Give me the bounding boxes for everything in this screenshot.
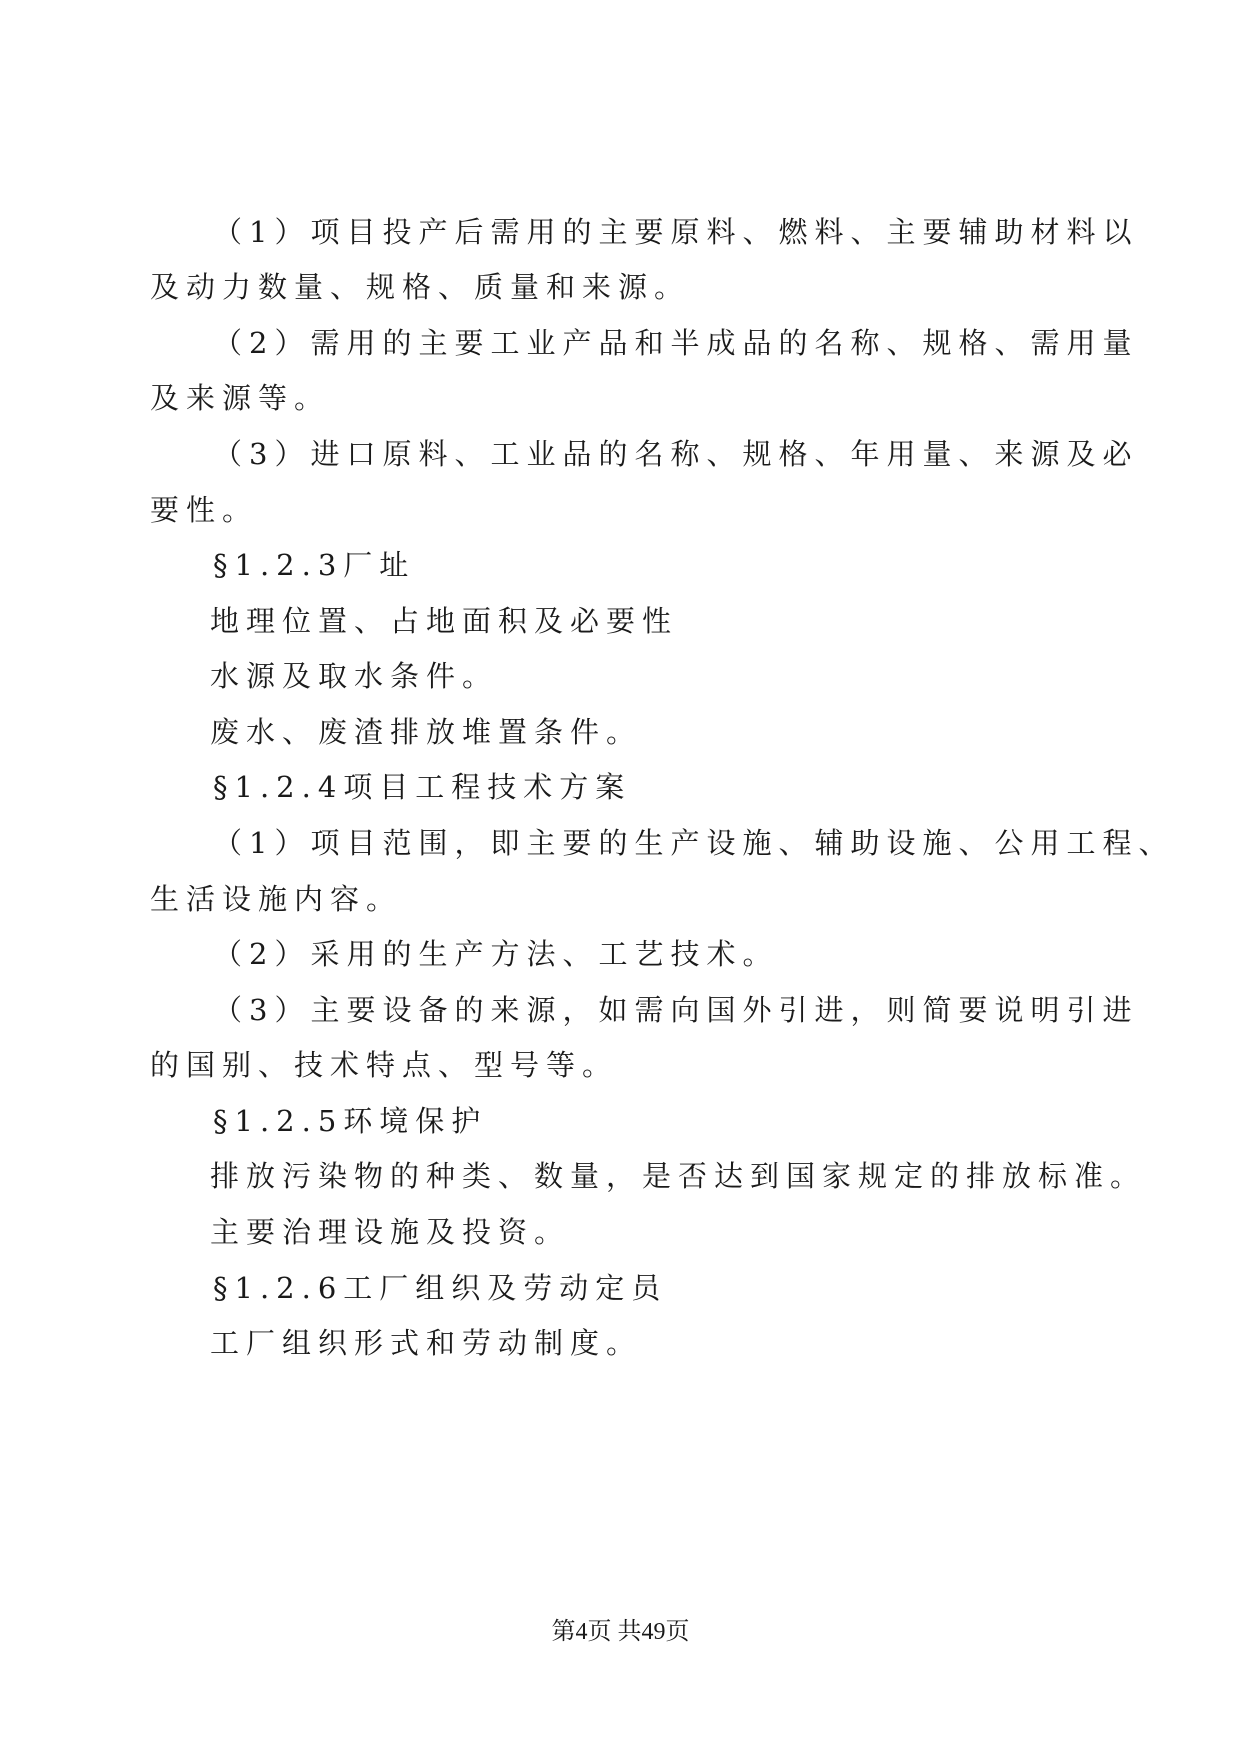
paragraph-line: 工厂组织形式和劳动制度。 [210,1326,643,1360]
section-heading: §1.2.5环境保护 [213,1104,488,1138]
paragraph-line: （1）项目投产后需用的主要原料、燃料、主要辅助材料以 [213,215,1139,249]
paragraph-line: 地理位置、占地面积及必要性 [210,604,679,638]
paragraph-line: 的国别、技术特点、型号等。 [150,1048,619,1082]
paragraph-line: （2）采用的生产方法、工艺技术。 [213,937,779,971]
paragraph-line: （2）需用的主要工业产品和半成品的名称、规格、需用量 [213,326,1139,360]
paragraph-line: （3）进口原料、工业品的名称、规格、年用量、来源及必 [213,437,1139,471]
paragraph-line: （1）项目范围，即主要的生产设施、辅助设施、公用工程、 [213,826,1175,860]
paragraph-line: （3）主要设备的来源，如需向国外引进，则简要说明引进 [213,993,1139,1027]
section-heading: §1.2.6工厂组织及劳动定员 [213,1271,668,1305]
section-heading: §1.2.4项目工程技术方案 [213,770,632,804]
section-heading: §1.2.3厂址 [213,548,416,582]
paragraph-line: 排放污染物的种类、数量，是否达到国家规定的排放标准。 [210,1159,1147,1193]
paragraph-line: 主要治理设施及投资。 [210,1215,571,1249]
paragraph-line: 及来源等。 [150,381,331,415]
paragraph-line: 水源及取水条件。 [210,659,499,693]
paragraph-line: 废水、废渣排放堆置条件。 [210,715,643,749]
page-footer: 第4页 共49页 [551,1619,690,1645]
paragraph-line: 及动力数量、规格、质量和来源。 [150,270,691,304]
paragraph-line: 要性。 [150,493,259,527]
paragraph-line: 生活设施内容。 [150,882,403,916]
